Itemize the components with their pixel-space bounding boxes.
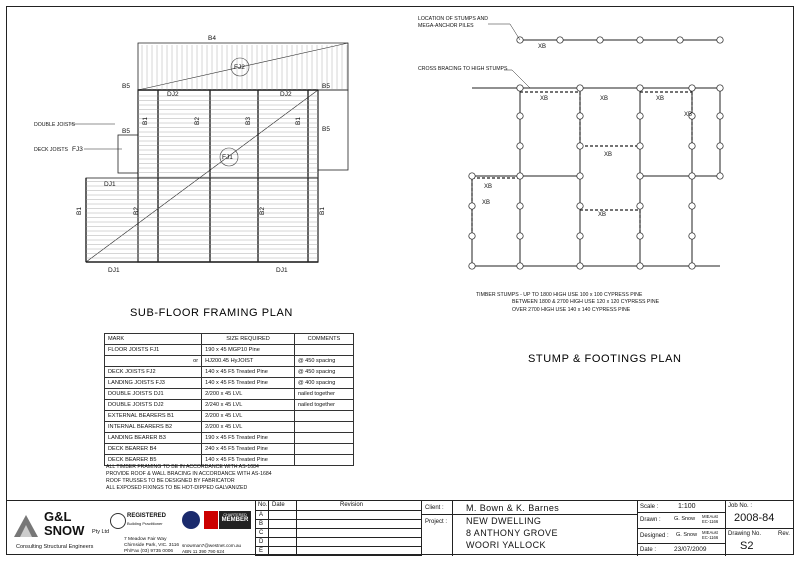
label-b2-c: B2 bbox=[259, 207, 266, 215]
note-timber-2: BETWEEN 1800 & 2700 HIGH USE 120 x 120 CYPRESS PINE bbox=[512, 299, 660, 305]
label-b1-b: B1 bbox=[295, 117, 302, 125]
label-dj1-top: DJ1 bbox=[104, 181, 116, 188]
note-timber-3: OVER 2700 HIGH USE 140 x 140 CYPRESS PINE bbox=[512, 307, 631, 313]
stump-marker bbox=[637, 233, 643, 239]
stump-marker bbox=[597, 37, 603, 43]
stump-marker bbox=[637, 143, 643, 149]
stump-marker bbox=[517, 113, 523, 119]
label-dj1-br: DJ1 bbox=[276, 267, 288, 274]
schedule-row bbox=[105, 367, 354, 378]
schedule-mark: DECK JOISTS FJ2 bbox=[105, 367, 202, 378]
company-tagline: Consulting Structural Engineers bbox=[16, 544, 94, 550]
schedule-comment bbox=[294, 345, 353, 356]
label-b4: B4 bbox=[208, 35, 216, 42]
label-double-joists: DOUBLE JOISTS bbox=[34, 122, 75, 128]
email: snowman7@westnet.com.au bbox=[182, 543, 242, 548]
sub-floor-title: SUB-FLOOR FRAMING PLAN bbox=[130, 307, 293, 319]
client-project-panel bbox=[422, 501, 638, 556]
schedule-row bbox=[105, 389, 354, 400]
label-b2-b: B2 bbox=[133, 207, 140, 215]
schedule-size: 2/200 x 45 LVL bbox=[202, 389, 295, 400]
company-pty: Pty Ltd bbox=[92, 529, 110, 535]
phone: Ph/Fax (03) 9735 0006 bbox=[124, 549, 174, 554]
schedule-mark: DOUBLE JOISTS DJ1 bbox=[105, 389, 202, 400]
label-b3-a: B3 bbox=[245, 117, 252, 125]
title-block bbox=[6, 500, 794, 556]
company-contact bbox=[182, 543, 241, 555]
designed-qualification: MIEAust EC-1166 bbox=[702, 530, 719, 540]
schedule-row bbox=[105, 345, 354, 356]
stump-marker bbox=[469, 263, 475, 269]
stump-marker bbox=[517, 233, 523, 239]
schedule-size: 2/200 x 45 LVL bbox=[202, 411, 295, 422]
cross-bracing-label: XB bbox=[484, 184, 493, 190]
project-line-3: WOORI YALLOCK bbox=[466, 540, 546, 550]
drawing-number: S2 bbox=[740, 540, 754, 552]
stump-marker bbox=[689, 173, 695, 179]
schedule-row bbox=[105, 411, 354, 422]
address-line-2: Chirnside Park, VIC. 3116 bbox=[124, 543, 180, 548]
job-panel bbox=[726, 501, 794, 556]
schedule-header-size: SIZE REQUIRED bbox=[202, 334, 295, 345]
stump-marker bbox=[689, 263, 695, 269]
stump-marker bbox=[637, 173, 643, 179]
stump-marker bbox=[517, 85, 523, 91]
drawn-qualification: MIEAust EC-1166 bbox=[702, 514, 719, 524]
stump-marker bbox=[577, 85, 583, 91]
revision-letter: B bbox=[259, 521, 264, 527]
drawing-info-panel bbox=[638, 501, 726, 556]
schedule-mark: EXTERNAL BEARERS B1 bbox=[105, 411, 202, 422]
stump-marker bbox=[717, 143, 723, 149]
stump-marker bbox=[517, 263, 523, 269]
member-text: MEMBER bbox=[221, 517, 249, 523]
schedule-comment bbox=[294, 411, 353, 422]
stump-marker bbox=[717, 37, 723, 43]
scale-value: 1:100 bbox=[678, 503, 696, 510]
designed-value: G. Snow bbox=[676, 532, 698, 538]
stump-marker bbox=[577, 203, 583, 209]
schedule-header-comments: COMMENTS bbox=[294, 334, 353, 345]
company-panel bbox=[6, 501, 256, 556]
stump-marker bbox=[717, 85, 723, 91]
address-line-1: 7 Meadow Fair Way bbox=[124, 537, 167, 542]
stump-marker bbox=[577, 233, 583, 239]
schedule-row bbox=[105, 356, 354, 367]
drawing-no-label: Drawing No. bbox=[728, 531, 762, 537]
revision-letter: E bbox=[259, 548, 264, 554]
schedule-size: 140 x 45 F5 Treated Pine bbox=[202, 378, 295, 389]
stump-marker bbox=[637, 203, 643, 209]
schedule-size: 190 x 45 MGP10 Pine bbox=[202, 345, 295, 356]
label-b5-left: B5 bbox=[122, 128, 130, 135]
company-name: G&L bbox=[44, 509, 72, 524]
date-label: Date : bbox=[640, 547, 657, 553]
label-b1-left: B1 bbox=[76, 207, 83, 215]
registered-badge: REGISTERED bbox=[127, 513, 167, 519]
revision-letter: C bbox=[259, 530, 264, 536]
label-b5-right-top: B5 bbox=[322, 83, 330, 90]
job-label: Job No. : bbox=[728, 503, 753, 509]
stump-marker bbox=[577, 143, 583, 149]
schedule-comment: nailed together bbox=[294, 389, 353, 400]
note-line: PROVIDE ROOF & WALL BRACING IN ACCORDANCE WITH AS-1684 bbox=[106, 471, 272, 477]
cross-bracing-label: XB bbox=[684, 112, 693, 118]
schedule-mark: LANDING BEARER B3 bbox=[105, 433, 202, 444]
schedule-mark: LANDING JOISTS FJ3 bbox=[105, 378, 202, 389]
rev-no-header: No. bbox=[258, 502, 268, 508]
schedule-size: HJ200.45 HyJOIST bbox=[202, 356, 295, 367]
schedule-comment: @ 400 spacing bbox=[294, 378, 353, 389]
stump-marker bbox=[717, 173, 723, 179]
stump-marker bbox=[637, 263, 643, 269]
note-location-2: MEGA-ANCHOR PILES bbox=[418, 23, 474, 29]
stump-marker bbox=[517, 203, 523, 209]
revision-letter: A bbox=[259, 512, 264, 518]
schedule-comment bbox=[294, 433, 353, 444]
chartered-text: CHARTERED bbox=[223, 513, 247, 517]
stump-marker bbox=[469, 233, 475, 239]
stump-marker bbox=[577, 113, 583, 119]
label-b5-right-mid: B5 bbox=[322, 126, 330, 133]
schedule-row bbox=[105, 422, 354, 433]
schedule-header-mark: MARK bbox=[105, 334, 202, 345]
schedule-mark: DOUBLE JOISTS DJ2 bbox=[105, 400, 202, 411]
stump-marker bbox=[637, 113, 643, 119]
note-line: ALL TIMBER FRAMING TO BE IN ACCORDANCE WITH AS-1684 bbox=[106, 464, 259, 470]
schedule-comment bbox=[294, 444, 353, 455]
association-logo-icon bbox=[182, 511, 200, 529]
schedule-mark: DECK BEARER B5 bbox=[105, 455, 202, 466]
cross-bracing-label: XB bbox=[538, 44, 547, 50]
stump-marker bbox=[469, 203, 475, 209]
schedule-mark: or bbox=[105, 356, 202, 367]
client-label: Client : bbox=[425, 505, 444, 511]
schedule-comment bbox=[294, 455, 353, 466]
schedule-row bbox=[105, 378, 354, 389]
label-b1-a: B1 bbox=[142, 117, 149, 125]
schedule-size: 2/240 x 45 LVL bbox=[202, 400, 295, 411]
general-notes bbox=[106, 464, 272, 492]
stump-marker bbox=[637, 85, 643, 91]
project-line-1: NEW DWELLING bbox=[466, 516, 542, 526]
cross-bracing-label: XB bbox=[598, 212, 607, 218]
label-deck-joists-tag: FJ3 bbox=[72, 146, 83, 153]
rev-label: Rev. bbox=[778, 531, 790, 537]
drawn-value: G. Snow bbox=[674, 516, 696, 522]
note-line: ALL EXPOSED FIXINGS TO BE HOT-DIPPED GALVANIZED bbox=[106, 485, 248, 491]
note-location: LOCATION OF STUMPS AND bbox=[418, 16, 488, 22]
drawn-label: Drawn : bbox=[640, 517, 661, 523]
schedule-comment bbox=[294, 422, 353, 433]
note-line: ROOF TRUSSES TO BE DESIGNED BY FABRICATOR bbox=[106, 478, 235, 484]
project-label: Project : bbox=[425, 519, 448, 525]
label-fj1: FJ1 bbox=[222, 154, 233, 161]
schedule-comment: nailed together bbox=[294, 400, 353, 411]
cross-bracing-label: XB bbox=[656, 96, 665, 102]
chartered-member-badge bbox=[219, 511, 251, 529]
registered-sub: Building Practitioner bbox=[127, 521, 163, 526]
company-logo-icon bbox=[12, 511, 40, 539]
stump-marker bbox=[469, 173, 475, 179]
rev-revision-header: Revision bbox=[340, 502, 364, 508]
label-dj2-right: DJ2 bbox=[280, 91, 292, 98]
label-dj1-bl: DJ1 bbox=[108, 267, 120, 274]
schedule-size: 140 x 45 F5 Treated Pine bbox=[202, 367, 295, 378]
note-cross-bracing: CROSS BRACING TO HIGH STUMPS bbox=[418, 66, 508, 72]
stump-marker bbox=[637, 37, 643, 43]
member-schedule-table bbox=[104, 333, 354, 466]
stump-marker bbox=[689, 143, 695, 149]
stump-marker bbox=[517, 173, 523, 179]
schedule-row bbox=[105, 433, 354, 444]
registered-seal-icon bbox=[110, 513, 126, 529]
label-fj2: FJ2 bbox=[234, 64, 245, 71]
schedule-size: 140 x 45 F5 Treated Pine bbox=[202, 455, 295, 466]
client-name: M. Bown & K. Barnes bbox=[466, 503, 560, 513]
stump-marker bbox=[677, 37, 683, 43]
label-dj2-left: DJ2 bbox=[167, 91, 179, 98]
label-b1-right: B1 bbox=[319, 207, 326, 215]
cross-bracing-label: XB bbox=[604, 152, 613, 158]
stump-marker bbox=[577, 263, 583, 269]
label-deck-joists: DECK JOISTS bbox=[34, 147, 69, 153]
stump-marker bbox=[689, 203, 695, 209]
revision-table bbox=[256, 501, 422, 556]
abn: ABN 11 390 790 624 bbox=[182, 549, 225, 554]
date-value: 23/07/2009 bbox=[674, 546, 707, 553]
stump-title: STUMP & FOOTINGS PLAN bbox=[528, 353, 682, 365]
schedule-row bbox=[105, 444, 354, 455]
scale-label: Scale : bbox=[640, 504, 659, 510]
job-number: 2008-84 bbox=[734, 512, 775, 524]
designed-label: Designed : bbox=[640, 533, 669, 539]
schedule-size: 190 x 45 F5 Treated Pine bbox=[202, 433, 295, 444]
stump-marker bbox=[717, 113, 723, 119]
cross-bracing-label: XB bbox=[540, 96, 549, 102]
label-b2-a: B2 bbox=[194, 117, 201, 125]
stump-marker bbox=[689, 85, 695, 91]
schedule-size: 240 x 45 F5 Treated Pine bbox=[202, 444, 295, 455]
schedule-mark: DECK BEARER B4 bbox=[105, 444, 202, 455]
stump-marker bbox=[689, 233, 695, 239]
schedule-size: 2/200 x 45 LVL bbox=[202, 422, 295, 433]
schedule-mark: INTERNAL BEARERS B2 bbox=[105, 422, 202, 433]
cross-bracing-label: XB bbox=[600, 96, 609, 102]
schedule-comment: @ 450 spacing bbox=[294, 367, 353, 378]
schedule-row bbox=[105, 400, 354, 411]
company-name-2: SNOW bbox=[44, 523, 85, 538]
rev-date-header: Date bbox=[272, 502, 285, 508]
label-b5-top: B5 bbox=[122, 83, 130, 90]
project-line-2: 8 ANTHONY GROVE bbox=[466, 528, 558, 538]
schedule-comment: @ 450 spacing bbox=[294, 356, 353, 367]
cross-bracing-label: XB bbox=[482, 200, 491, 206]
schedule-mark: FLOOR JOISTS FJ1 bbox=[105, 345, 202, 356]
company-address bbox=[124, 537, 179, 555]
revision-letter: D bbox=[259, 539, 264, 545]
chartered-logo-icon bbox=[204, 511, 218, 529]
stump-marker bbox=[577, 173, 583, 179]
stump-marker bbox=[557, 37, 563, 43]
note-timber-1: TIMBER STUMPS - UP TO 1800 HIGH USE 100 x 100 CYPRESS PINE bbox=[476, 292, 643, 298]
stump-marker bbox=[517, 143, 523, 149]
